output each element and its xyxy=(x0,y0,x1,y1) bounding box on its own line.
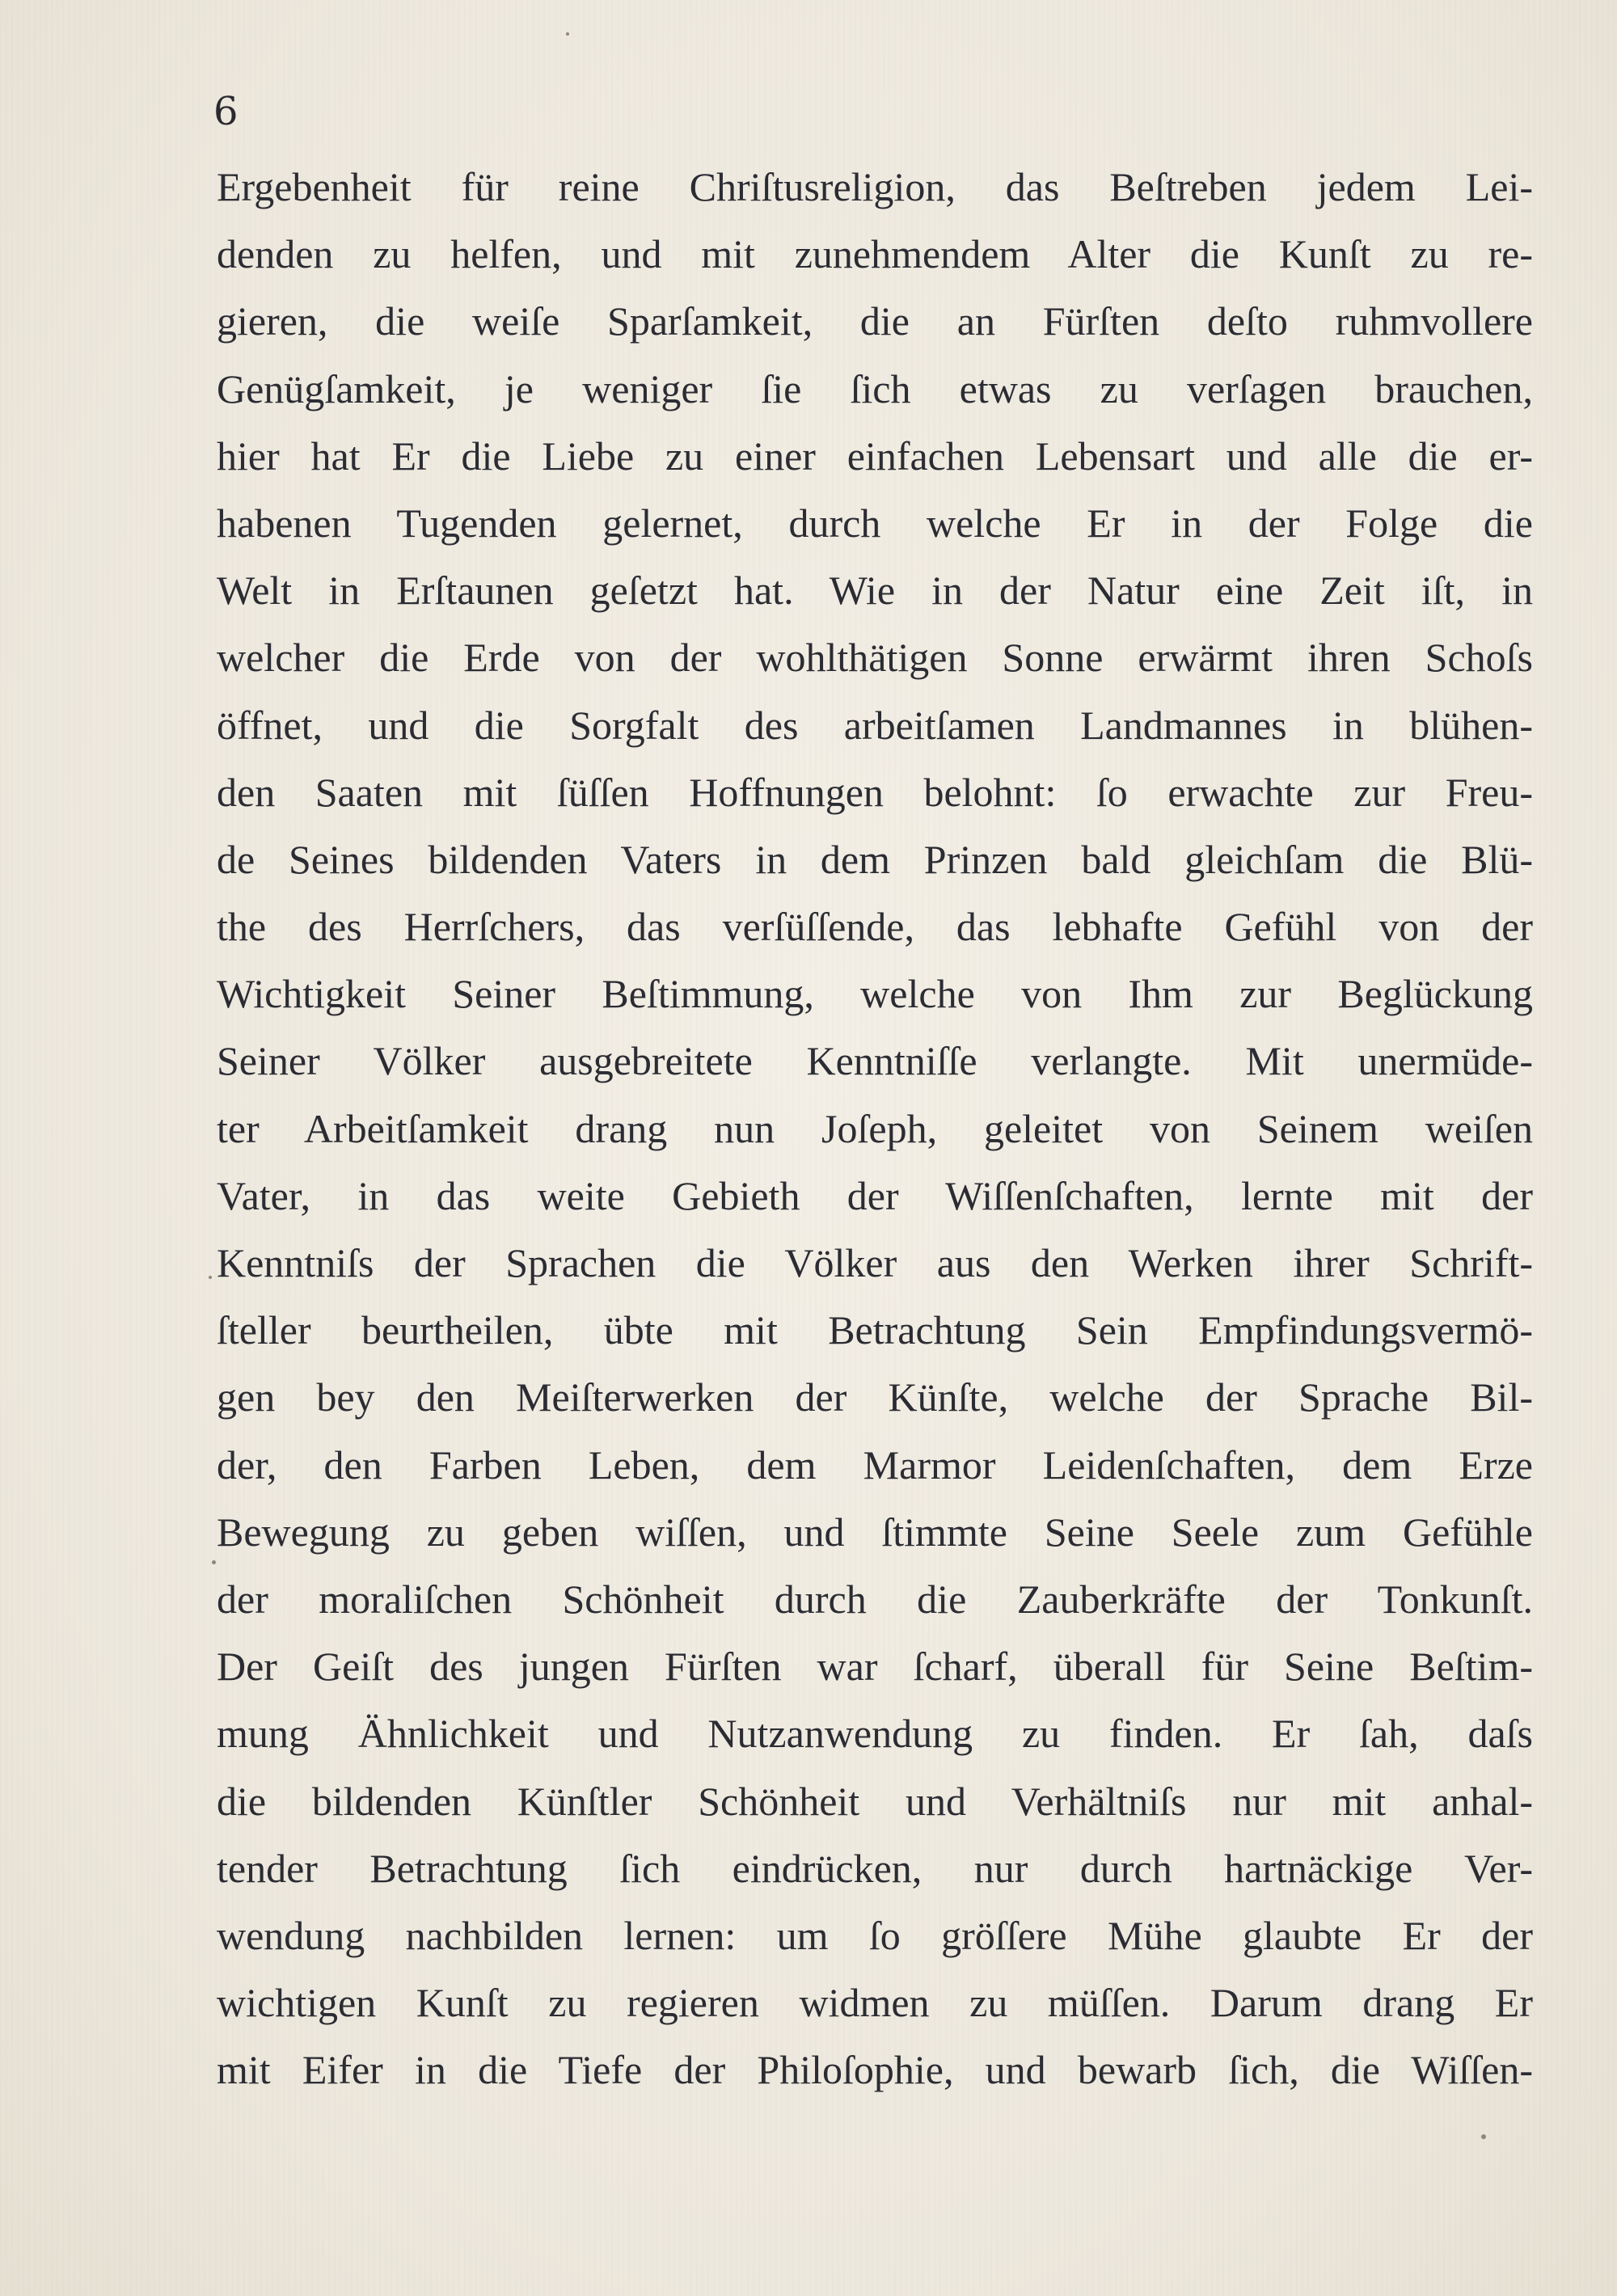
text-line: der, den Farben Leben, dem Marmor Leidenſchaften, dem Erze xyxy=(217,1441,1533,1488)
text-line: Genügſamkeit, je weniger ſie ſich etwas zu verſagen brauchen, xyxy=(217,365,1533,412)
paper-speck xyxy=(1481,2134,1486,2139)
text-line: Der Geiſt des jungen Fürſten war ſcharf, überall für Seine Beſtim- xyxy=(217,1644,1533,1690)
text-line: der moraliſchen Schönheit durch die Zauberkräfte der Tonkunſt. xyxy=(217,1576,1533,1622)
text-line: habenen Tugenden gelernet, durch welche Er in der Folge die xyxy=(217,500,1533,546)
body-text xyxy=(217,154,1533,2104)
text-line: den Saaten mit ſüſſen Hoffnungen belohnt: ſo erwachte zur Freu- xyxy=(217,769,1533,815)
text-line: Vater, in das weite Gebieth der Wiſſenſchaften, lernte mit der xyxy=(217,1172,1533,1218)
text-line: gen bey den Meiſterwerken der Künſte, welche der Sprache Bil- xyxy=(217,1374,1533,1420)
text-line: welcher die Erde von der wohlthätigen Sonne erwärmt ihren Schoſs xyxy=(217,635,1533,681)
text-line: tender Betrachtung ſich eindrücken, nur durch hartnäckige Ver- xyxy=(217,1845,1533,1891)
text-line: Seiner Völker ausgebreitete Kenntniſſe verlangte. Mit unermüde- xyxy=(217,1038,1533,1084)
paper-speck xyxy=(212,1560,216,1564)
text-line: die bildenden Künſtler Schönheit und Verhältniſs nur mit anhal- xyxy=(217,1778,1533,1824)
text-line: Kenntniſs der Sprachen die Völker aus den Werken ihrer Schrift- xyxy=(217,1240,1533,1285)
text-line: Welt in Erſtaunen geſetzt hat. Wie in der Natur eine Zeit iſt, in xyxy=(217,568,1533,614)
text-line: hier hat Er die Liebe zu einer einfachen Lebensart und alle die er- xyxy=(217,433,1533,479)
text-line: wichtigen Kunſt zu regieren widmen zu müſſen. Darum drang Er xyxy=(217,1980,1533,2026)
text-line: ter Arbeitſamkeit drang nun Joſeph, geleitet von Seinem weiſen xyxy=(217,1105,1533,1151)
text-line: ſteller beurtheilen, übte mit Betrachtung Sein Empfindungsvermö- xyxy=(217,1307,1533,1353)
text-line: denden zu helfen, und mit zunehmendem Alter die Kunſt zu re- xyxy=(217,231,1533,277)
paper-speck xyxy=(209,1276,212,1279)
text-line: wendung nachbilden lernen: um ſo gröſſere Mühe glaubte Er der xyxy=(217,1912,1533,1958)
text-line: Ergebenheit für reine Chriſtusreligion, das Beſtreben jedem Lei- xyxy=(217,164,1533,209)
text-line: Wichtigkeit Seiner Beſtimmung, welche von Ihm zur Beglückung xyxy=(217,971,1533,1017)
text-line: Bewegung zu geben wiſſen, und ſtimmte Seine Seele zum Gefühle xyxy=(217,1509,1533,1555)
text-line: de Seines bildenden Vaters in dem Prinzen bald gleichſam die Blü- xyxy=(217,836,1533,882)
paper-speck xyxy=(566,32,569,36)
text-line: mit Eifer in die Tiefe der Philoſophie, und bewarb ſich, die Wiſſen- xyxy=(217,2047,1533,2093)
text-line: the des Herrſchers, das verſüſſende, das lebhafte Gefühl von der xyxy=(217,904,1533,950)
text-line: öffnet, und die Sorgfalt des arbeitſamen Landmannes in blühen- xyxy=(217,702,1533,748)
page-number: 6 xyxy=(213,89,239,134)
text-line: mung Ähnlichkeit und Nutzanwendung zu finden. Er ſah, daſs xyxy=(217,1711,1533,1757)
text-line: gieren, die weiſe Sparſamkeit, die an Fürſten deſto ruhmvollere xyxy=(217,298,1533,344)
